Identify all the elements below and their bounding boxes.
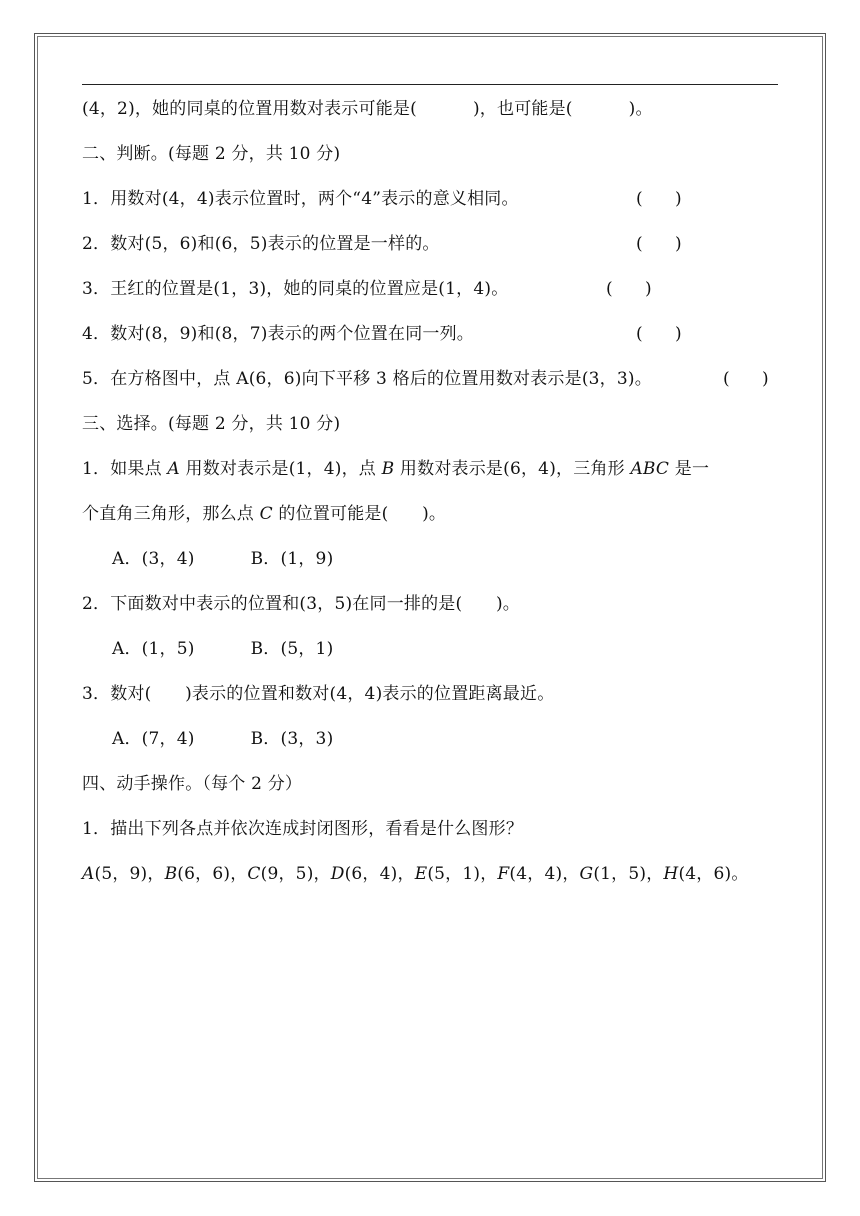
choice-q2-options[interactable]: A．(1，5) B．(5，1) <box>112 639 334 659</box>
judge-answer-4[interactable]: ( ) <box>636 324 682 344</box>
point-label: F <box>497 864 510 884</box>
point-label: E <box>414 864 428 884</box>
judge-answer-2[interactable]: ( ) <box>636 234 682 254</box>
header-rule <box>82 84 778 85</box>
point-label: B <box>164 864 178 884</box>
choice-q1-line1: 1．如果点 A 用数对表示是(1，4)，点 B 用数对表示是(6，4)，三角形 ABC 是一 <box>82 459 710 479</box>
choice-q1-line2: 个直角三角形，那么点 C 的位置可能是( )。 <box>82 504 447 524</box>
point-label: D <box>330 864 345 884</box>
choice-q2: 2．下面数对中表示的位置和(3，5)在同一排的是( )。 <box>82 594 520 614</box>
point-label: G <box>579 864 594 884</box>
choice-q3: 3．数对( )表示的位置和数对(4，4)表示的位置距离最近。 <box>82 684 555 704</box>
point-label: H <box>663 864 679 884</box>
point-label: C <box>247 864 261 884</box>
section-2-title: 二、判断。(每题 2 分，共 10 分) <box>82 144 341 164</box>
point-label: A <box>82 864 95 884</box>
choice-q1-options[interactable]: A．(3，4) B．(1，9) <box>112 549 334 569</box>
judge-answer-5[interactable]: ( ) <box>723 369 769 389</box>
section-3-title: 三、选择。(每题 2 分，共 10 分) <box>82 414 341 434</box>
choice-q3-options[interactable]: A．(7，4) B．(3，3) <box>112 729 334 749</box>
judge-item-3: 3．王红的位置是(1，3)，她的同桌的位置应是(1，4)。 <box>82 279 509 299</box>
judge-answer-1[interactable]: ( ) <box>636 189 682 209</box>
section-4-title: 四、动手操作。（每个 2 分） <box>82 774 303 794</box>
judge-item-2: 2．数对(5，6)和(6，5)表示的位置是一样的。 <box>82 234 440 254</box>
point-list: A(5，9)，B(6，6)，C(9，5)，D(6，4)，E(5，1)，F(4，4)，G(1，5)，H(4，6)。 <box>82 864 749 884</box>
judge-answer-3[interactable]: ( ) <box>606 279 652 299</box>
judge-item-5: 5．在方格图中，点 A(6，6)向下平移 3 格后的位置用数对表示是(3，3)。 <box>82 369 652 389</box>
intro-line: (4，2)，她的同桌的位置用数对表示可能是( )，也可能是( )。 <box>82 99 653 119</box>
operate-q1: 1．描出下列各点并依次连成封闭图形，看看是什么图形？ <box>82 819 524 839</box>
judge-item-4: 4．数对(8，9)和(8，7)表示的两个位置在同一列。 <box>82 324 475 344</box>
judge-item-1: 1．用数对(4，4)表示位置时，两个“4”表示的意义相同。 <box>82 189 519 209</box>
